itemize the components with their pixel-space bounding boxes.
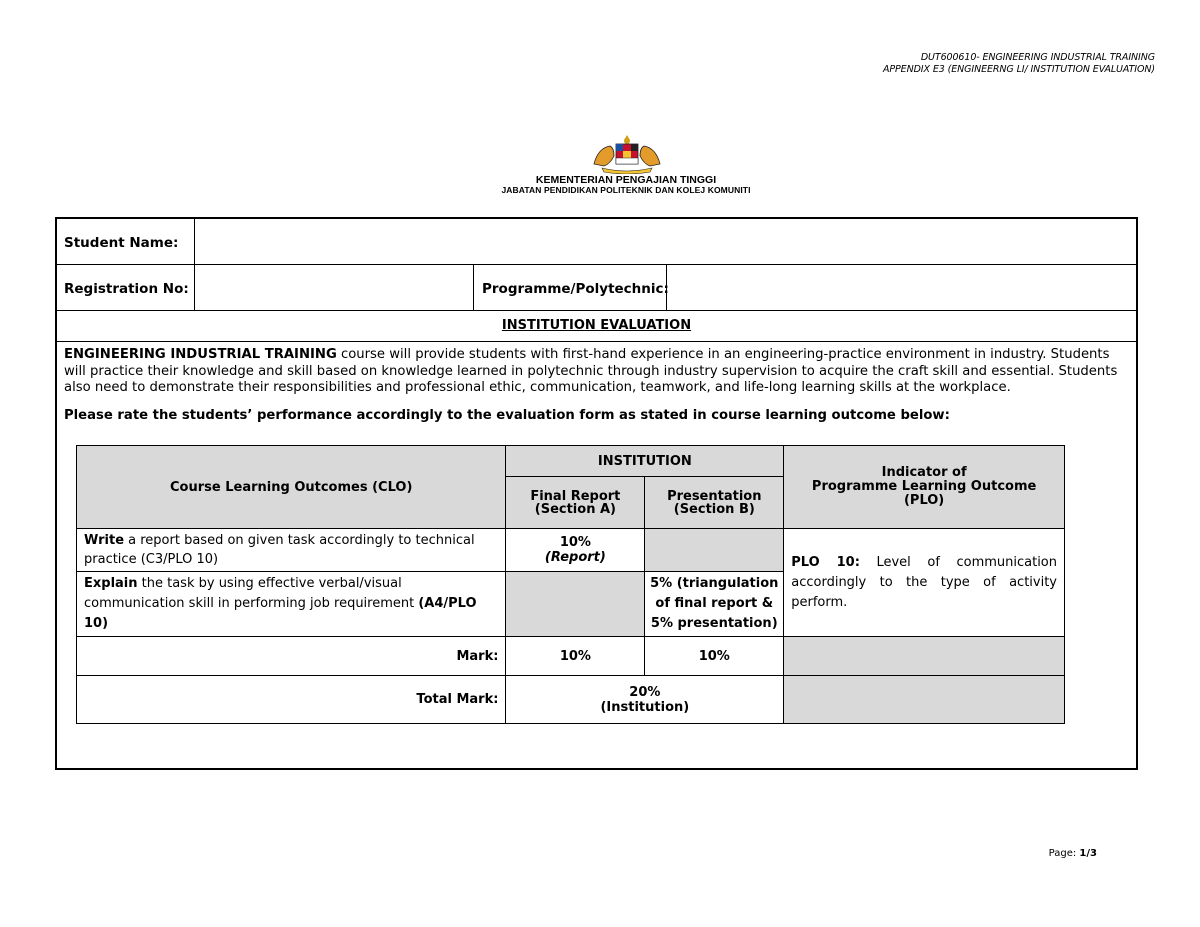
department-name: JABATAN PENDIDIKAN POLITEKNIK DAN KOLEJ KOMUNITI [501,185,751,195]
total-mark-label: Total Mark: [77,676,506,724]
plo-header [784,446,1065,529]
registration-row [57,265,1136,311]
total-plo-cell [784,676,1065,724]
plo-header-line1: Indicator of [881,465,967,480]
clo-row-explain [77,572,506,637]
clo-code-write: (C3/PLO 10) [140,552,219,567]
programme-field[interactable] [669,267,1134,308]
course-code-line: DUT600610- ENGINEERING INDUSTRIAL TRAINING [920,52,1155,63]
plo-indicator-cell [784,529,1065,637]
registration-field[interactable] [197,267,471,308]
rate-instruction: Please rate the students’ performance accordingly to the evaluation form as stated in course learning outcome below: [64,408,950,423]
document-header [883,52,1155,76]
plo-text: Level of communication accordingly to the type of activity perform. [791,554,1057,610]
page-label: Page: [1048,848,1080,859]
total-mark-cell[interactable] [506,676,784,724]
student-name-field[interactable] [197,221,1134,262]
page-number [1049,848,1097,859]
course-name: ENGINEERING INDUSTRIAL TRAINING [64,347,337,362]
final-report-cell-explain [506,572,645,637]
institution-header: INSTITUTION [506,446,784,477]
page-value: 1/3 [1079,848,1097,859]
presentation-cell-write [645,529,784,572]
mark-label: Mark: [77,637,506,676]
registration-label: Registration No: [64,281,189,297]
total-mark-value: 20% [629,684,661,700]
student-name-row [57,219,1136,265]
mark-presentation[interactable]: 10% [645,637,784,676]
total-mark-note: (Institution) [600,699,690,715]
plo-code: PLO 10: [791,554,860,570]
clo-verb-write: Write [84,533,125,548]
section-title: INSTITUTION EVALUATION [501,318,692,333]
mark-plo-cell [784,637,1065,676]
clo-text-write: a report based on given task accordingly to technical practice [84,533,475,567]
intro-paragraph [64,347,1124,397]
coat-of-arms-logo [588,134,666,174]
clo-table [76,445,1065,724]
final-report-header: Final Report (Section A) [506,477,645,529]
presentation-cell-explain: 5% (triangulation of final report & 5% presentation) [645,572,784,637]
evaluation-form [55,217,1138,770]
appendix-line: APPENDIX E3 (ENGINEERNG LI/ INSTITUTION EVALUATION) [883,64,1155,75]
mark-final-report[interactable]: 10% [506,637,645,676]
student-name-label: Student Name: [64,235,179,251]
clo-verb-explain: Explain [84,576,138,591]
clo-row-write [77,529,506,572]
clo-code-explain: (A4/PLO 10) [84,596,477,631]
final-report-cell-write [506,529,645,572]
section-title-row [57,311,1136,342]
ministry-name: KEMENTERIAN PENGAJIAN TINGGI [535,174,717,186]
clo-text-explain: the task by using effective verbal/visual communication skill in performing job requirement [84,576,419,611]
intro-text: course will provide students with first-hand experience in an engineering-practice environment in industry. Students will practice their knowledge and skill based on knowledge learned in polytechnic through industry supervision to acquire the craft skill and essential. Students also need to demonstrate their responsibilities and professional ethic, communication, teamwork, and life-long learning skills at the workplace. [64,347,1118,395]
plo-header-line2: Programme Learning Outcome (PLO) [811,479,1037,508]
clo-header: Course Learning Outcomes (CLO) [77,446,506,529]
final-report-note: (Report) [544,550,606,565]
final-report-pct: 10% [559,535,591,550]
presentation-header: Presentation (Section B) [645,477,784,529]
programme-label: Programme/Polytechnic: [482,281,669,297]
